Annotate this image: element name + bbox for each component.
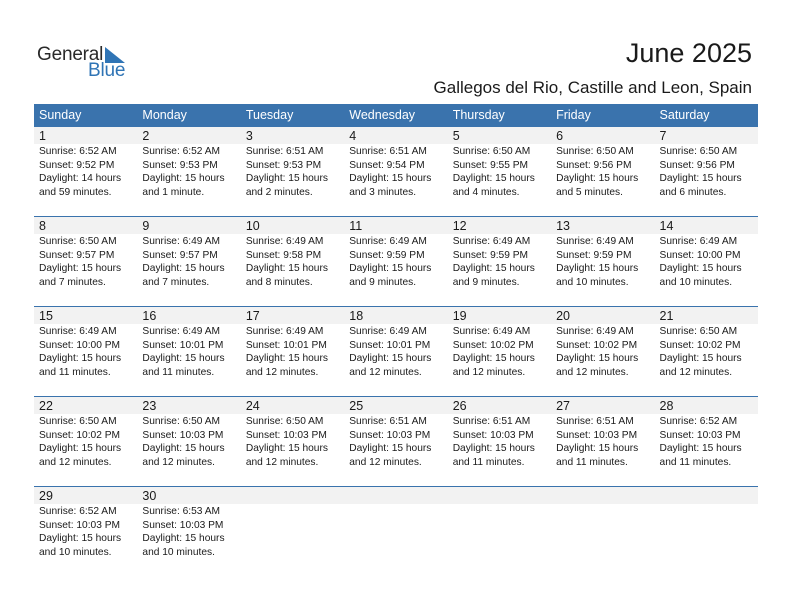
sunrise-text: Sunrise: 6:49 AM (142, 326, 221, 337)
day-number-band (241, 127, 344, 144)
day-number: 16 (142, 309, 157, 323)
logo-blue-text: Blue (88, 60, 126, 81)
daylight-text: Daylight: 15 hours (452, 263, 535, 274)
empty-day-cell (655, 487, 758, 576)
daylight-text: and 9 minutes. (452, 276, 520, 288)
week-row (34, 216, 758, 306)
day-cell (344, 127, 447, 216)
sun-info (453, 235, 535, 289)
sunset-text: Sunset: 10:01 PM (142, 339, 224, 351)
daylight-text: Daylight: 15 hours (245, 263, 328, 274)
daylight-text: and 12 minutes. (39, 456, 112, 468)
day-cell (137, 397, 240, 486)
day-number-band (34, 127, 137, 144)
day-cell (241, 397, 344, 486)
day-cell (655, 307, 758, 396)
week-row (34, 396, 758, 486)
weekday-friday: Friday (556, 108, 591, 122)
weekday-saturday: Saturday (659, 108, 710, 122)
daylight-text: Daylight: 15 hours (142, 443, 225, 454)
day-number: 11 (349, 219, 363, 233)
sun-info (246, 415, 328, 469)
day-number: 19 (452, 309, 467, 323)
daylight-text: and 11 minutes. (556, 456, 628, 468)
daylight-text: and 2 minutes. (245, 186, 313, 198)
sunrise-text: Sunrise: 6:50 AM (659, 326, 738, 337)
daylight-text: Daylight: 15 hours (142, 173, 225, 184)
daylight-text: Daylight: 15 hours (349, 263, 432, 274)
day-number: 4 (349, 129, 357, 143)
day-number-band (655, 127, 758, 144)
sun-info (349, 145, 431, 199)
day-number-band (551, 127, 654, 144)
day-cell (551, 217, 654, 306)
day-number: 15 (39, 309, 53, 323)
daylight-text: Daylight: 15 hours (556, 263, 639, 274)
day-cell (448, 307, 551, 396)
sunrise-text: Sunrise: 6:49 AM (349, 326, 427, 337)
day-number: 18 (349, 309, 364, 323)
sun-info (453, 325, 535, 379)
day-cell (137, 217, 240, 306)
day-number-band (551, 487, 654, 504)
sunset-text: Sunset: 9:52 PM (39, 159, 115, 171)
sunset-text: Sunset: 10:03 PM (659, 429, 741, 441)
daylight-text: Daylight: 15 hours (556, 443, 639, 454)
day-cell (344, 217, 447, 306)
week-row (34, 126, 758, 216)
day-cell (344, 307, 447, 396)
page-title: June 2025 (625, 38, 752, 68)
day-number: 12 (452, 219, 467, 233)
daylight-text: and 5 minutes. (556, 186, 623, 198)
sun-info (39, 415, 121, 469)
daylight-text: Daylight: 15 hours (349, 173, 432, 184)
daylight-text: and 10 minutes. (39, 546, 112, 558)
sunset-text: Sunset: 9:59 PM (556, 249, 632, 261)
sunset-text: Sunset: 10:02 PM (659, 339, 741, 351)
sun-info (349, 325, 431, 379)
sunrise-text: Sunrise: 6:49 AM (39, 326, 117, 337)
daylight-text: and 8 minutes. (245, 276, 313, 288)
daylight-text: and 11 minutes. (659, 456, 732, 468)
day-number: 28 (659, 399, 674, 413)
daylight-text: and 12 minutes. (659, 366, 733, 378)
daylight-text: Daylight: 15 hours (349, 353, 432, 364)
daylight-text: Daylight: 15 hours (659, 173, 742, 184)
logo-general-text: General (37, 44, 104, 65)
sunset-text: Sunset: 9:53 PM (142, 159, 218, 171)
daylight-text: and 12 minutes. (245, 456, 319, 468)
daylight-text: Daylight: 15 hours (142, 533, 225, 544)
sunset-text: Sunset: 9:55 PM (452, 159, 529, 171)
daylight-text: and 10 minutes. (659, 276, 733, 288)
sunrise-text: Sunrise: 6:51 AM (349, 416, 427, 427)
sunset-text: Sunset: 9:53 PM (245, 159, 322, 171)
sunset-text: Sunset: 9:57 PM (39, 249, 115, 261)
day-cell (34, 397, 137, 486)
daylight-text: Daylight: 15 hours (659, 443, 742, 454)
day-cell (448, 397, 551, 486)
day-number: 6 (556, 129, 564, 143)
daylight-text: Daylight: 15 hours (39, 443, 122, 454)
day-number: 20 (556, 309, 571, 323)
weekday-monday: Monday (142, 108, 187, 122)
daylight-text: Daylight: 15 hours (452, 353, 535, 364)
day-number: 14 (659, 219, 674, 233)
daylight-text: Daylight: 14 hours (39, 173, 122, 184)
sunrise-text: Sunrise: 6:49 AM (659, 236, 738, 247)
daylight-text: Daylight: 15 hours (39, 533, 122, 544)
sunset-text: Sunset: 10:02 PM (556, 339, 638, 351)
day-cell (137, 307, 240, 396)
day-cell (551, 397, 654, 486)
sunset-text: Sunset: 9:54 PM (349, 159, 425, 171)
day-number-band (137, 217, 240, 234)
sun-info (453, 415, 535, 469)
empty-day-cell (448, 487, 551, 576)
sun-info (142, 235, 224, 289)
sunrise-text: Sunrise: 6:50 AM (39, 416, 117, 427)
daylight-text: and 12 minutes. (142, 456, 215, 468)
day-number: 3 (245, 129, 253, 143)
sunrise-text: Sunrise: 6:50 AM (245, 416, 324, 427)
daylight-text: and 9 minutes. (349, 276, 417, 288)
daylight-text: Daylight: 15 hours (659, 263, 742, 274)
sunrise-text: Sunrise: 6:52 AM (39, 146, 117, 157)
sunrise-text: Sunrise: 6:49 AM (349, 236, 427, 247)
daylight-text: Daylight: 15 hours (556, 173, 639, 184)
sun-info (660, 235, 742, 289)
daylight-text: Daylight: 15 hours (556, 353, 639, 364)
sun-info (39, 505, 121, 559)
sunrise-text: Sunrise: 6:51 AM (452, 416, 531, 427)
sunset-text: Sunset: 9:56 PM (659, 159, 735, 171)
daylight-text: and 6 minutes. (659, 186, 727, 198)
sun-info (349, 235, 431, 289)
daylight-text: Daylight: 15 hours (245, 443, 328, 454)
day-number-band (448, 487, 551, 504)
sunrise-text: Sunrise: 6:51 AM (245, 146, 324, 157)
sun-info (246, 145, 328, 199)
sunrise-text: Sunrise: 6:52 AM (659, 416, 738, 427)
sunset-text: Sunset: 10:03 PM (39, 519, 120, 531)
sun-info (453, 145, 535, 199)
sunset-text: Sunset: 10:03 PM (349, 429, 431, 441)
sunrise-text: Sunrise: 6:50 AM (556, 146, 634, 157)
day-number: 24 (245, 399, 260, 413)
sunset-text: Sunset: 10:03 PM (452, 429, 534, 441)
daylight-text: and 4 minutes. (452, 186, 520, 198)
sunrise-text: Sunrise: 6:50 AM (452, 146, 531, 157)
empty-day-cell (344, 487, 447, 576)
sunset-text: Sunset: 10:02 PM (39, 429, 120, 441)
day-number-band (34, 217, 137, 234)
sun-info (556, 325, 638, 379)
daylight-text: and 11 minutes. (142, 366, 215, 378)
day-number-band (448, 127, 551, 144)
daylight-text: and 59 minutes. (39, 186, 112, 198)
daylight-text: Daylight: 15 hours (245, 173, 328, 184)
sun-info (142, 415, 224, 469)
day-number: 5 (452, 129, 460, 143)
sun-info (660, 325, 742, 379)
day-number: 9 (142, 219, 150, 233)
day-cell (655, 397, 758, 486)
daylight-text: and 1 minute. (142, 186, 205, 198)
sunrise-text: Sunrise: 6:53 AM (142, 506, 221, 517)
week-row (34, 306, 758, 396)
day-cell (655, 127, 758, 216)
sunset-text: Sunset: 10:03 PM (245, 429, 327, 441)
daylight-text: and 12 minutes. (556, 366, 629, 378)
daylight-text: Daylight: 15 hours (142, 263, 225, 274)
day-number-band (137, 127, 240, 144)
day-number: 1 (39, 129, 46, 143)
daylight-text: and 11 minutes. (39, 366, 111, 378)
day-number-band (344, 487, 447, 504)
daylight-text: and 7 minutes. (39, 276, 106, 288)
sunset-text: Sunset: 10:00 PM (39, 339, 120, 351)
sunset-text: Sunset: 9:58 PM (245, 249, 322, 261)
sun-info (556, 145, 638, 199)
day-cell (137, 487, 240, 576)
day-number: 13 (556, 219, 571, 233)
day-number: 17 (245, 309, 260, 323)
day-cell (551, 127, 654, 216)
sunset-text: Sunset: 10:03 PM (556, 429, 638, 441)
day-cell (34, 127, 137, 216)
daylight-text: and 12 minutes. (349, 456, 422, 468)
daylight-text: and 3 minutes. (349, 186, 417, 198)
day-cell (34, 307, 137, 396)
sunrise-text: Sunrise: 6:49 AM (245, 236, 324, 247)
day-cell (241, 127, 344, 216)
day-cell (344, 397, 447, 486)
sun-info (39, 325, 121, 379)
day-number: 7 (659, 129, 667, 143)
day-number-band (655, 487, 758, 504)
sun-info (142, 145, 224, 199)
sun-info (349, 415, 431, 469)
empty-day-cell (551, 487, 654, 576)
sunrise-text: Sunrise: 6:51 AM (349, 146, 427, 157)
weekday-sunday: Sunday (39, 108, 82, 122)
day-number-band (344, 127, 447, 144)
sunrise-text: Sunrise: 6:49 AM (556, 326, 634, 337)
daylight-text: Daylight: 15 hours (659, 353, 742, 364)
daylight-text: Daylight: 15 hours (349, 443, 432, 454)
logo (37, 44, 147, 84)
day-number: 25 (349, 399, 364, 413)
empty-day-cell (241, 487, 344, 576)
day-number: 22 (39, 399, 53, 413)
daylight-text: Daylight: 15 hours (452, 443, 535, 454)
daylight-text: Daylight: 15 hours (39, 353, 122, 364)
day-number-band (241, 487, 344, 504)
sunrise-text: Sunrise: 6:52 AM (142, 146, 221, 157)
sun-info (556, 235, 638, 289)
day-number: 21 (659, 309, 674, 323)
sunrise-text: Sunrise: 6:49 AM (245, 326, 324, 337)
daylight-text: and 7 minutes. (142, 276, 210, 288)
sunrise-text: Sunrise: 6:51 AM (556, 416, 634, 427)
daylight-text: and 10 minutes. (556, 276, 629, 288)
daylight-text: and 12 minutes. (245, 366, 319, 378)
day-cell (241, 217, 344, 306)
sunset-text: Sunset: 10:01 PM (245, 339, 327, 351)
sunset-text: Sunset: 9:56 PM (556, 159, 632, 171)
day-cell (137, 127, 240, 216)
day-cell (241, 307, 344, 396)
sunset-text: Sunset: 10:01 PM (349, 339, 431, 351)
daylight-text: Daylight: 15 hours (39, 263, 122, 274)
sunrise-text: Sunrise: 6:49 AM (452, 326, 531, 337)
sun-info (246, 325, 328, 379)
sun-info (660, 145, 742, 199)
sunrise-text: Sunrise: 6:50 AM (142, 416, 221, 427)
daylight-text: Daylight: 15 hours (452, 173, 535, 184)
sun-info (39, 145, 121, 199)
sunset-text: Sunset: 10:00 PM (659, 249, 741, 261)
day-cell (551, 307, 654, 396)
location-subtitle: Gallegos del Rio, Castille and Leon, Spain (433, 78, 752, 97)
sunrise-text: Sunrise: 6:50 AM (39, 236, 117, 247)
day-number: 26 (452, 399, 467, 413)
day-cell (448, 127, 551, 216)
day-cell (34, 487, 137, 576)
daylight-text: Daylight: 15 hours (142, 353, 225, 364)
sunrise-text: Sunrise: 6:50 AM (659, 146, 738, 157)
day-cell (34, 217, 137, 306)
sunrise-text: Sunrise: 6:49 AM (452, 236, 531, 247)
sunset-text: Sunset: 9:59 PM (452, 249, 529, 261)
sun-info (39, 235, 121, 289)
sunrise-text: Sunrise: 6:49 AM (556, 236, 634, 247)
daylight-text: and 12 minutes. (349, 366, 422, 378)
day-cell (448, 217, 551, 306)
weekday-header (34, 104, 758, 126)
daylight-text: and 11 minutes. (452, 456, 525, 468)
sunset-text: Sunset: 9:57 PM (142, 249, 218, 261)
sunset-text: Sunset: 9:59 PM (349, 249, 425, 261)
sunset-text: Sunset: 10:03 PM (142, 519, 224, 531)
week-row (34, 486, 758, 576)
weekday-wednesday: Wednesday (349, 108, 416, 122)
day-cell (655, 217, 758, 306)
sun-info (142, 505, 224, 559)
day-number: 10 (245, 219, 260, 233)
daylight-text: and 12 minutes. (452, 366, 526, 378)
day-number: 8 (39, 219, 46, 233)
sun-info (556, 415, 638, 469)
sun-info (246, 235, 328, 289)
sunrise-text: Sunrise: 6:52 AM (39, 506, 117, 517)
daylight-text: Daylight: 15 hours (245, 353, 328, 364)
weekday-tuesday: Tuesday (245, 108, 294, 122)
day-number: 29 (39, 489, 53, 503)
day-number: 30 (142, 489, 157, 503)
sunset-text: Sunset: 10:03 PM (142, 429, 224, 441)
sunset-text: Sunset: 10:02 PM (452, 339, 534, 351)
day-number: 23 (142, 399, 157, 413)
sun-info (660, 415, 742, 469)
daylight-text: and 10 minutes. (142, 546, 215, 558)
day-number: 27 (556, 399, 571, 413)
weekday-thursday: Thursday (452, 108, 505, 122)
sun-info (142, 325, 224, 379)
day-number: 2 (142, 129, 150, 143)
sunrise-text: Sunrise: 6:49 AM (142, 236, 221, 247)
